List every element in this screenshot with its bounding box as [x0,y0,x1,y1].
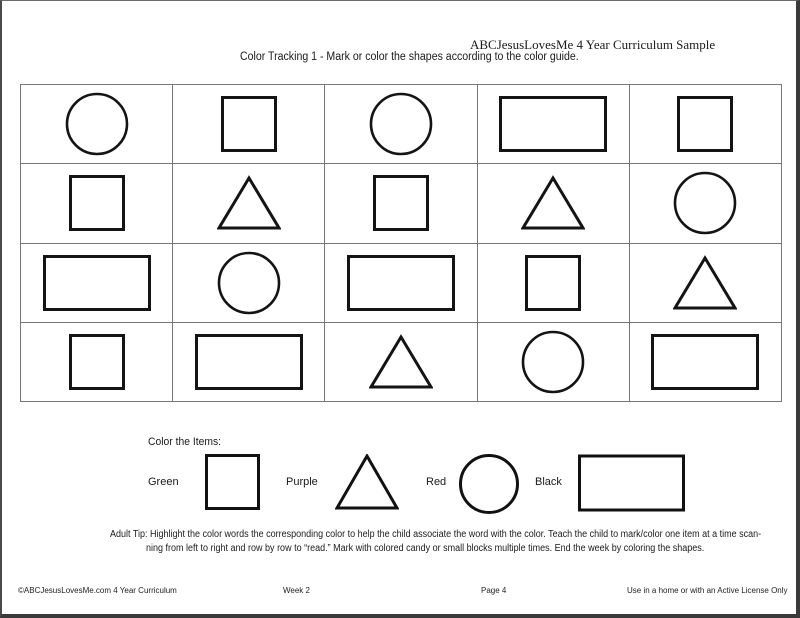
grid-cell-r2-c4[interactable] [478,164,630,243]
square-icon [221,96,277,152]
circle-icon [217,251,281,315]
rectangle-icon [43,255,151,311]
grid-cell-r4-c4[interactable] [478,323,630,402]
rectangle-icon [347,255,455,311]
legend-rectangle-icon [578,454,686,512]
worksheet-title: Color Tracking 1 - Mark or color the shapes according to the color guide. [240,51,579,63]
grid-cell-r4-c3[interactable] [325,323,477,402]
grid-cell-r4-c1[interactable] [21,323,173,402]
circle-icon [65,92,129,156]
legend-word-red: Red [426,476,447,488]
grid-cell-r1-c4[interactable] [478,85,630,164]
grid-cell-r2-c1[interactable] [21,164,173,243]
square-icon [677,96,733,152]
legend-square-icon [205,454,261,510]
color-legend [0,454,800,512]
grid-cell-r2-c5[interactable] [630,164,782,243]
circle-icon [521,330,585,394]
footer-copyright: ©ABCJesusLovesMe.com 4 Year Curriculum [18,586,177,595]
footer-page: Page 4 [481,586,507,595]
triangle-icon [369,334,433,390]
circle-icon [369,92,433,156]
triangle-icon [217,175,281,231]
grid-cell-r4-c5[interactable] [630,323,782,402]
adult-tip [110,528,762,555]
grid-cell-r4-c2[interactable] [173,323,325,402]
legend-triangle-icon [335,454,399,510]
square-icon [373,175,429,231]
footer-week: Week 2 [283,586,310,595]
brand-header: ABCJesusLovesMe 4 Year Curriculum Sample [470,37,716,52]
grid-cell-r2-c3[interactable] [325,164,477,243]
adult-tip-line-1: Adult Tip: Highlight the color words the corresponding color to help the child associate the word with the color. Teach the child to mark/color one item at a time scan- [110,529,762,540]
grid-cell-r1-c1[interactable] [21,85,173,164]
grid-cell-r1-c5[interactable] [630,85,782,164]
grid-cell-r3-c3[interactable] [325,244,477,323]
footer-license: Use in a home or with an Active License Only [627,586,788,595]
rectangle-icon [499,96,607,152]
adult-tip-line-2: ning from left to right and row by row to “read.” Mark with colored candy or small blocks multiple times. End the week by coloring the shapes. [146,542,705,554]
grid-cell-r3-c4[interactable] [478,244,630,323]
grid-cell-r1-c3[interactable] [325,85,477,164]
square-icon [69,175,125,231]
circle-icon [673,171,737,235]
legend-label: Color the Items: [148,436,221,448]
shape-grid [20,84,782,402]
square-icon [69,334,125,390]
legend-word-black: Black [535,476,562,488]
legend-word-purple: Purple [286,476,318,488]
legend-word-green: Green [148,476,179,488]
grid-cell-r1-c2[interactable] [173,85,325,164]
grid-cell-r3-c1[interactable] [21,244,173,323]
triangle-icon [521,175,585,231]
grid-cell-r3-c5[interactable] [630,244,782,323]
square-icon [525,255,581,311]
triangle-icon [673,255,737,311]
rectangle-icon [195,334,303,390]
rectangle-icon [651,334,759,390]
grid-cell-r2-c2[interactable] [173,164,325,243]
legend-circle-icon [458,454,520,516]
grid-cell-r3-c2[interactable] [173,244,325,323]
